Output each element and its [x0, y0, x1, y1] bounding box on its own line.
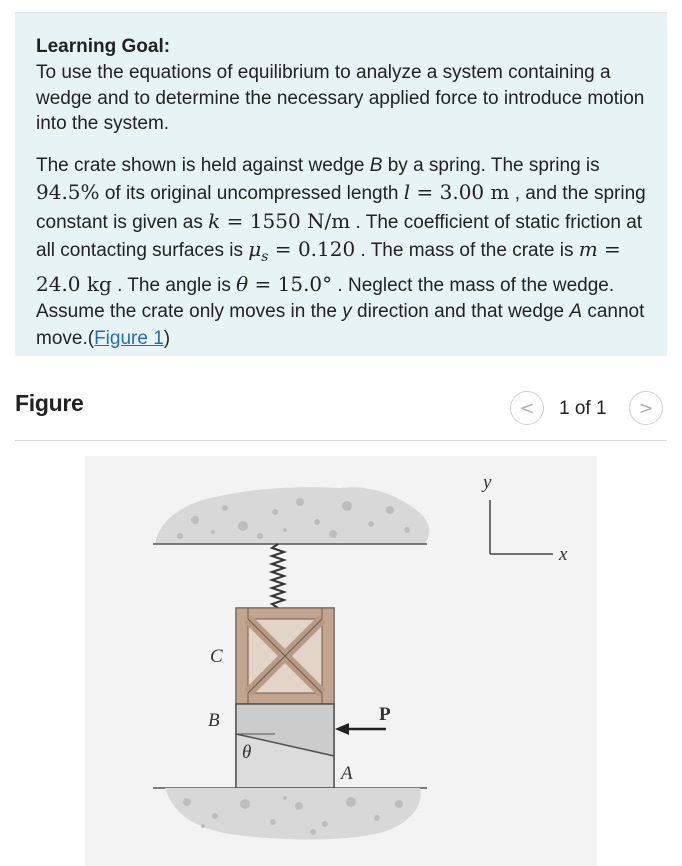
- angle-value: 15.0°: [277, 271, 333, 296]
- problem-text: . The angle is: [111, 274, 237, 296]
- label-a: A: [341, 763, 353, 784]
- problem-statement: [36, 153, 647, 353]
- chevron-left-icon: <: [519, 397, 535, 419]
- problem-text: of its original uncompressed length: [99, 183, 404, 204]
- problem-text: , and the spring constant is given as: [36, 183, 646, 233]
- equals-sign: =: [410, 180, 440, 204]
- equals-sign: =: [268, 237, 298, 261]
- figure-image: [85, 456, 597, 866]
- figure-header: [15, 386, 667, 436]
- label-c: C: [210, 646, 223, 667]
- figure-divider: [15, 440, 667, 441]
- spring-constant-expression: [208, 209, 350, 233]
- friction-subscript: s: [261, 249, 269, 265]
- axis-x-label: x: [559, 544, 568, 565]
- problem-text: ): [163, 327, 171, 349]
- length-expression: [404, 180, 510, 204]
- figure-1-link[interactable]: Figure 1: [94, 327, 164, 349]
- figure-title: Figure: [15, 390, 84, 416]
- problem-text: direction and that wedge: [351, 301, 570, 322]
- problem-text: The crate shown is held against wedge: [36, 154, 370, 176]
- wedge-a-ref: A: [569, 301, 583, 322]
- angle-symbol: θ: [236, 271, 249, 296]
- mass-symbol: m: [578, 237, 598, 261]
- learning-goal-title: Learning Goal:: [36, 36, 171, 57]
- wedge-b-ref: B: [369, 154, 383, 176]
- crate: [236, 608, 334, 704]
- angle-expression: [236, 272, 332, 296]
- spring-constant-value: 1550 N/m: [249, 208, 351, 233]
- label-theta: θ: [242, 742, 252, 763]
- problem-text: . The coefficient of static friction at all contacting surfaces is: [36, 211, 643, 261]
- friction-value: 0.120: [297, 237, 356, 261]
- label-p: P: [379, 704, 391, 725]
- problem-text: . The mass of the crate is: [355, 240, 579, 261]
- wedge-diagram: [85, 456, 597, 866]
- length-value: 3.00 m: [439, 180, 510, 204]
- learning-goal-box: [15, 13, 667, 356]
- equals-sign: =: [597, 237, 621, 261]
- previous-figure-button[interactable]: [510, 391, 544, 425]
- label-b: B: [208, 710, 220, 731]
- friction-symbol: μ: [248, 237, 262, 261]
- y-direction-ref: y: [342, 301, 352, 322]
- mass-value: 24.0 kg: [36, 271, 112, 296]
- next-figure-button[interactable]: [629, 391, 663, 425]
- learning-goal-text: To use the equations of equilibrium to analyze a system containing a wedge and to determine the necessary applied force to introduce motion into the system.: [36, 62, 645, 134]
- problem-text: by a spring. The spring is: [382, 154, 600, 176]
- chevron-right-icon: >: [638, 397, 654, 419]
- equals-sign: =: [220, 208, 250, 233]
- spring-percent: 94.5%: [36, 180, 100, 204]
- axis-y-label: y: [483, 472, 492, 493]
- friction-expression: [248, 237, 356, 265]
- figure-pager: 1 of 1: [559, 398, 607, 419]
- length-symbol: l: [403, 180, 411, 204]
- problem-text: cannot move.(: [36, 301, 645, 349]
- problem-text: . Neglect the mass of the wedge. Assume the crate only moves in the: [36, 274, 615, 322]
- spring-constant-symbol: k: [208, 208, 221, 233]
- equals-sign: =: [248, 271, 278, 296]
